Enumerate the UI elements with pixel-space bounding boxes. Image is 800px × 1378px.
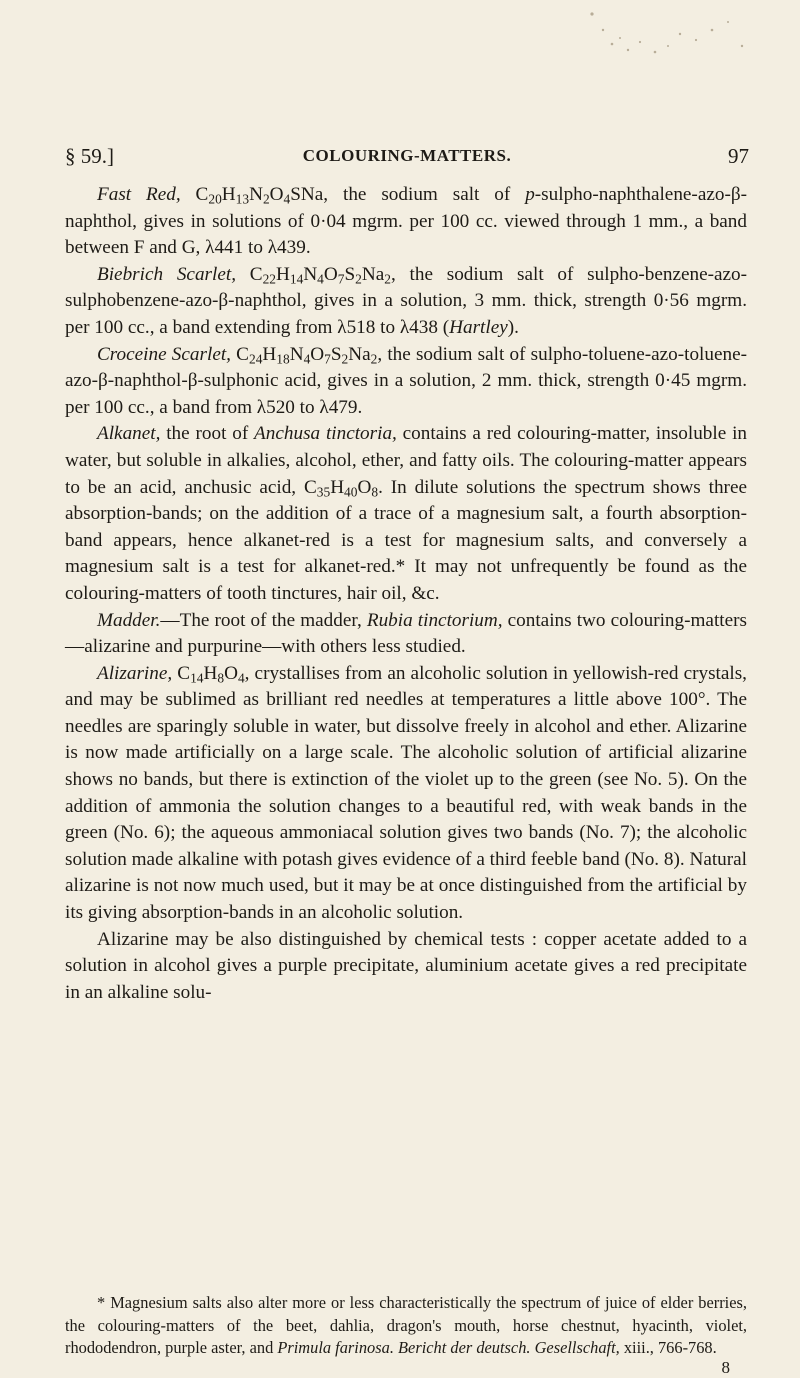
text-run: N (289, 343, 304, 365)
paragraph (65, 927, 747, 1007)
text-run: Alizarine may be also distinguished by chemical tests : copper acetate added to a solution in alcohol gives a purple precipitate, aluminium acetate gives a red precipitate in an alkaline solu- (65, 928, 747, 1003)
text-run: —The root of the madder, (160, 609, 367, 631)
text-run: O (323, 263, 338, 285)
italic-text: Biebrich Scarlet, (97, 263, 236, 285)
italic-text: Alkanet, (97, 423, 161, 445)
subscript: 35 (316, 483, 331, 499)
subscript: 40 (344, 483, 358, 499)
text-run: the root of (160, 423, 255, 445)
subscript: 4 (237, 670, 245, 686)
running-title: COLOURING-MATTERS. (302, 146, 512, 165)
subscript: 2 (370, 350, 378, 366)
signature-mark: 8 (721, 1358, 730, 1377)
text-run: O (357, 476, 372, 498)
text-run: C (180, 184, 209, 205)
subscript: 7 (324, 350, 331, 366)
subscript: 14 (190, 670, 204, 686)
section-mark: § 59.] (65, 144, 114, 168)
subscript: 13 (235, 191, 250, 207)
subscript: 2 (341, 350, 349, 366)
subscript: 4 (317, 271, 324, 287)
paragraph (65, 262, 747, 342)
subscript: 22 (262, 271, 277, 287)
text-run: N (303, 263, 318, 285)
paragraph (65, 661, 747, 927)
footnote-text (65, 1292, 747, 1360)
text-run: contains a red colouring-matter, insoluble in water, but soluble in alkalies, alcohol, ether, and fatty oils. The colouring-matter appears to be an acid, anchusic acid, C (65, 423, 747, 498)
italic-text: Bericht der deutsch. Gesellschaft, (398, 1338, 620, 1357)
text-run: xiii., 766-768. (619, 1338, 717, 1357)
paragraph (65, 421, 747, 607)
text-run: Na (361, 263, 385, 285)
text-run: N (249, 184, 263, 205)
text-run: H (276, 263, 290, 285)
italic-text: Croceine Scarlet, (97, 343, 231, 365)
subscript: 8 (217, 670, 225, 686)
italic-text: Alizarine, (97, 662, 173, 684)
paragraph (65, 182, 747, 262)
text-run: , the sodium salt of sulpho-benzene-azo-sulphobenzene-azo-β-naphthol, gives in a solution, 3 mm. thick, strength 0·56 mgrm. per 100 cc., a band extending from λ518 to λ438 ( (65, 263, 747, 338)
subscript: 14 (289, 271, 304, 287)
text-run: -sulpho-naphthalene-azo-β-naphthol, gives in solutions of 0·04 mgrm. per 100 cc. viewed through 1 mm., a band between F and G, λ441 to λ439. (65, 184, 747, 259)
text-run: , the sodium salt of sulpho-toluene-azo-toluene-azo-β-naphthol-β-sulphonic acid, gives in a solution, 2 mm. thick, strength 0·45 mgrm. per 100 cc., a band from λ520 to λ479. (65, 343, 747, 418)
subscript: 7 (337, 271, 345, 287)
subscript: 2 (384, 271, 391, 287)
subscript: 2 (355, 271, 362, 287)
text-run: O (310, 343, 325, 365)
text-run: H (221, 184, 236, 205)
text-run: C (230, 343, 249, 365)
text-run: O (224, 662, 238, 684)
text-run: C (172, 662, 191, 684)
subscript: 4 (283, 191, 291, 207)
italic-text: Hartley (449, 316, 508, 338)
subscript: 24 (248, 350, 263, 366)
paragraph (65, 342, 747, 422)
text-run: ). (507, 316, 519, 338)
page-number: 97 (728, 144, 749, 168)
footnote (65, 1292, 747, 1360)
page-specks (0, 0, 800, 140)
italic-text: p (525, 184, 535, 205)
subscript: 2 (262, 191, 270, 207)
text-run: O (269, 184, 284, 205)
text-run: * Magnesium salts also alter more or less characteristically the spectrum of juice of elder berries, the colouring-matters of the beet, dahlia, dragon's mouth, horse chestnut, hyacinth, violet, rhododendron, purple aster, and (65, 1293, 747, 1357)
italic-text: Primula farinosa. (277, 1338, 394, 1357)
text-run: contains two colouring-matters—alizarine and purpurine—with others less studied. (65, 609, 747, 658)
paragraph (65, 608, 747, 661)
subscript: 18 (276, 350, 290, 366)
body-text (65, 182, 747, 1006)
text-run: H (262, 343, 277, 365)
text-run: S (344, 263, 356, 285)
subscript: 4 (303, 350, 311, 366)
italic-text: Fast Red, (97, 184, 181, 205)
text-run: , crystallises from an alcoholic solution in yellowish-red crystals, and may be sublimed as brilliant red needles at temperatures a little above 100°. The needles are sparingly soluble in water, but dissolve freely in alcohol and ether. Alizarine is now made artificially on a large scale. The alcoholic solution of artificial alizarine shows no bands, but there is extinction of the violet up to the green (see No. 5). On the addition of ammonia the solution changes to a beautiful red, with weak bands in the green (No. 6); the aqueous ammoniacal solution gives two bands (No. 7); the alcoholic solution made alkaline with potash gives evidence of a third feeble band (No. 8). Natural alizarine is not now much used, but it may be at once distinguished from the artificial by its giving absorption-bands in an alcoholic solution. (65, 662, 748, 924)
italic-text: Rubia tinctorium, (366, 609, 503, 631)
text-run: H (330, 476, 345, 498)
text-run: . In dilute solutions the spectrum shows three absorption-bands; on the addition of a trace of a magnesium salt, a fourth absorption-band appears, hence alkanet-red is a test for magnesium salts, and conversely a magnesium salt is a test for alkanet-red.* It may not unfrequently be found as the colouring-matters of tooth tinctures, hair oil, &c. (65, 476, 747, 604)
italic-text: Anchusa tinctoria, (254, 423, 397, 445)
subscript: 20 (208, 191, 222, 207)
text-run: SNa, the sodium salt of (290, 184, 526, 205)
text-run: C (236, 263, 263, 285)
subscript: 8 (371, 483, 379, 499)
text-run: Na (348, 343, 371, 365)
italic-text: Madder. (97, 609, 161, 631)
running-header (65, 144, 749, 172)
text-run: S (330, 343, 342, 365)
text-run: H (203, 662, 218, 684)
